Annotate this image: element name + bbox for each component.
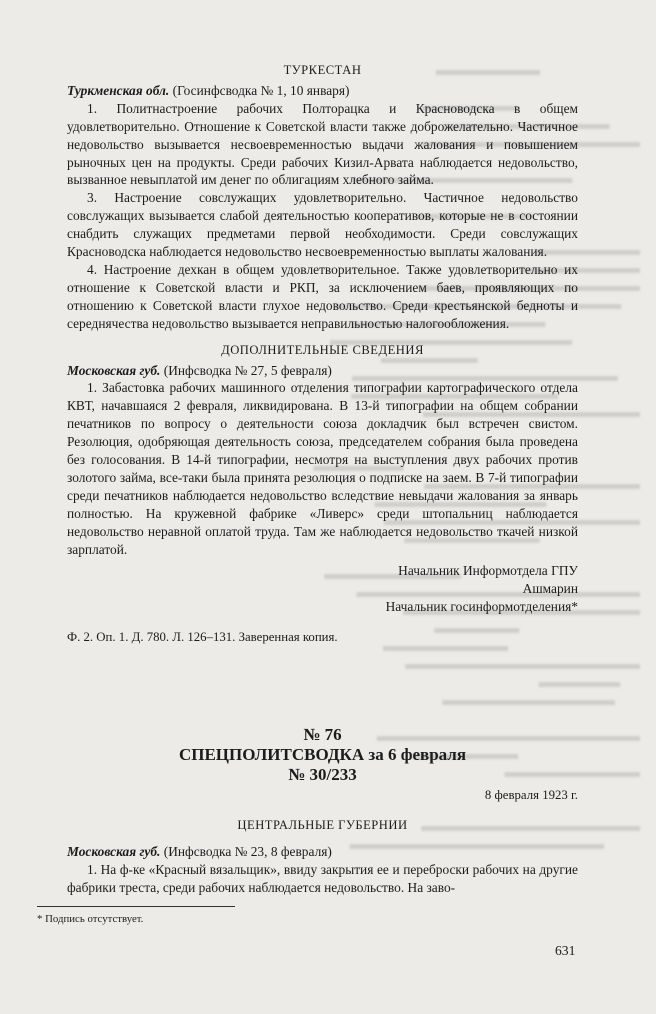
document-page: [67, 62, 578, 897]
source-line: [67, 362, 578, 380]
source-line: [67, 843, 578, 861]
section-heading-turkestan: ТУРКЕСТАН: [283, 63, 362, 77]
paragraph: 1. На ф-ке «Красный вязальщик», ввиду закрытия ее и переброски рабочих на другие фабрики треста, среди рабочих наблюдается недовольство. На заво-: [67, 861, 578, 895]
source-ref: (Госинфсводка № 1, 10 января): [172, 82, 350, 98]
document-title: СПЕЦПОЛИТСВОДКА за 6 февраля: [178, 745, 467, 765]
document-subnumber: № 30/233: [288, 765, 357, 785]
source-ref: (Инфсводка № 23, 8 февраля): [163, 843, 332, 859]
footnote: * Подпись отсутствует.: [37, 913, 144, 925]
paragraph: 1. Политнастроение рабочих Полторацка и Красноводска в общем удовлетворительно. Отношение к Советской власти также доброжелательно. Частичное недовольство вызывается несвоевременностью выдачи жалования и повышением рыночных цен на продукты. Среди рабочих Кизил-Арвата наблюдается недовольство, вызванное невыплатой им денег по облигациям хлебного займа.: [67, 100, 578, 188]
paragraph: 4. Настроение дехкан в общем удовлетворительное. Также удовлетворительно их отношение к Советской власти и РКП, за исключением баев, проявляющих по отношению к Советской власти глухое недовольство. Среди крестьянской бедноты и середнячества недовольство вызывается неправильностью налогообложения.: [67, 261, 578, 331]
source-ref: (Инфсводка № 27, 5 февраля): [163, 362, 332, 378]
paragraph: 1. Забастовка рабочих машинного отделения типографии картографического отдела КВТ, начавшаяся 2 февраля, ликвидирована. В 13-й типографии на общем собрании печатников по вопросу о деятельности союза докладчик был встречен свистом. Резолюция, одобряющая деятельность союза, председателем собрания была проведена без голосования. В 14-й типографии, несмотря на выступления двух рабочих против золотого займа, все-таки была принята резолюция о подписке на заем. В 7-й типографии среди печатников наблюдается недовольство вследствие невыдачи жалования за январь полностью. На кружевной фабрике «Ливерс» среди штопальниц наблюдается недовольство неравной оплатой труда. Там же наблюдается недовольство ткачей низкой зарплатой.: [67, 380, 578, 557]
page-number: 631: [555, 943, 576, 958]
footnote-rule: [37, 906, 235, 907]
source-region: Туркменская обл.: [67, 82, 170, 98]
source-region: Московская губ.: [67, 843, 161, 859]
paragraph: 3. Настроение совслужащих удовлетворительно. Частичное недовольство совслужащих вызывается слабой деятельностью кооперативов, которые не в состоянии снабдить служащих предметами первой необходимости. Среди совслужащих Красноводска наблюдается недовольство несвоевременностью выплаты жалования.: [67, 190, 578, 260]
signature-block: [67, 562, 578, 616]
signature-title: Начальник Информотдела ГПУ: [398, 563, 578, 579]
section-heading-central: ЦЕНТРАЛЬНЫЕ ГУБЕРНИИ: [237, 818, 408, 832]
document-date: 8 февраля 1923 г.: [484, 788, 578, 803]
signature-title-2: Начальник госинформотделения*: [385, 599, 578, 615]
archive-reference: Ф. 2. Оп. 1. Д. 780. Л. 126–131. Заверенная копия.: [67, 630, 338, 645]
source-line: [67, 82, 578, 100]
section-heading-additional: ДОПОЛНИТЕЛЬНЫЕ СВЕДЕНИЯ: [221, 342, 424, 357]
document-number: № 76: [303, 725, 342, 745]
signature-name: Ашмарин: [522, 581, 578, 597]
source-region: Московская губ.: [67, 362, 161, 378]
